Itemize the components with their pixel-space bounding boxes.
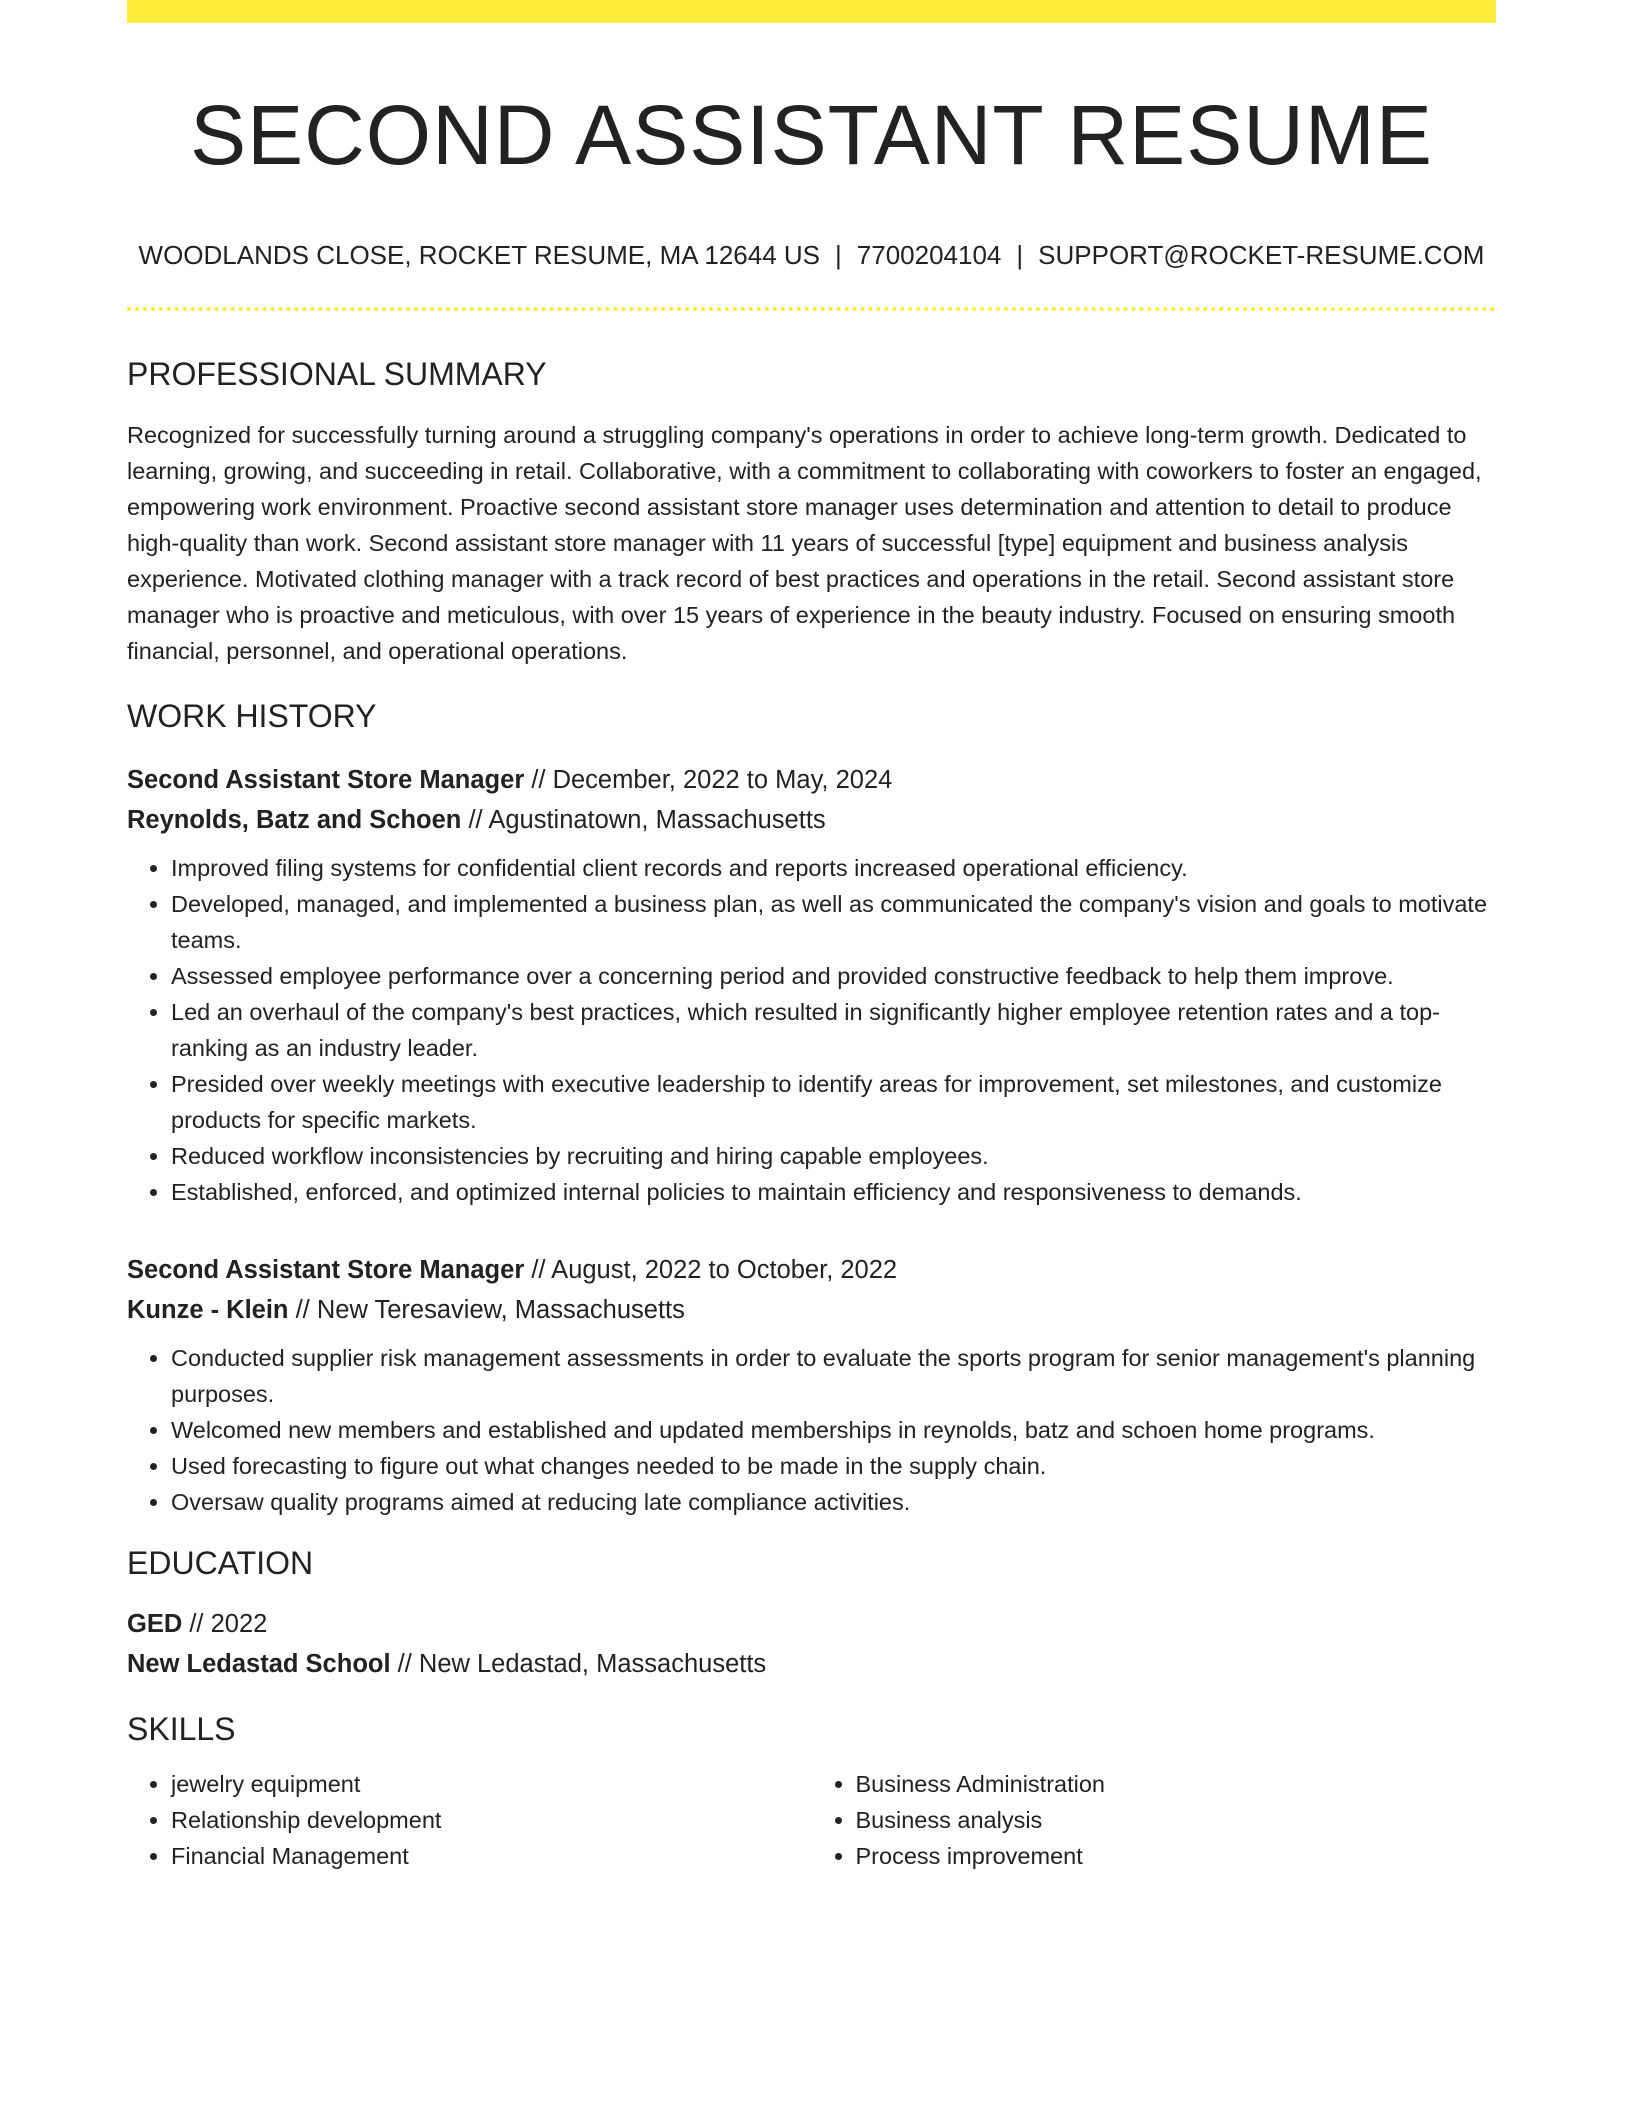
- job-title: Second Assistant Store Manager: [127, 765, 525, 794]
- education-degree: GED: [127, 1609, 183, 1638]
- contact-address: WOODLANDS CLOSE, ROCKET RESUME, MA 12644 US: [138, 239, 821, 270]
- skill-item: • Business Administration: [856, 1766, 1497, 1802]
- skill-item: • Financial Management: [171, 1838, 812, 1874]
- list-item: • Welcomed new members and established and updated memberships in reynolds, batz and schoen home programs.: [171, 1412, 1496, 1448]
- list-item: • Established, enforced, and optimized internal policies to maintain efficiency and responsiveness to demands.: [171, 1174, 1496, 1210]
- job-company: Kunze - Klein: [127, 1295, 289, 1324]
- contact-email: SUPPORT@ROCKET-RESUME.COM: [1038, 239, 1485, 270]
- job-location: // Agustinatown, Massachusetts: [461, 805, 826, 834]
- education-school-line: [127, 1644, 1496, 1684]
- list-item: • Oversaw quality programs aimed at reducing late compliance activities.: [171, 1484, 1496, 1520]
- contact-separator: |: [835, 239, 842, 270]
- skill-item: • Relationship development: [171, 1802, 812, 1838]
- skills-list-left: [127, 1766, 812, 1874]
- skill-item: • Process improvement: [856, 1838, 1497, 1874]
- skill-item: • Business analysis: [856, 1802, 1497, 1838]
- job-company: Reynolds, Batz and Schoen: [127, 805, 462, 834]
- job-company-line: [127, 1290, 1496, 1330]
- work-history-heading: WORK HISTORY: [127, 698, 377, 735]
- contact-separator: |: [1016, 239, 1024, 270]
- job-dates: // August, 2022 to October, 2022: [524, 1255, 898, 1284]
- education-entry: [127, 1604, 1496, 1684]
- summary-heading: PROFESSIONAL SUMMARY: [127, 355, 547, 392]
- job-entry: [127, 1250, 1496, 1520]
- job-bullets: [127, 1340, 1496, 1520]
- job-title-line: [127, 1250, 1496, 1290]
- job-bullets: [127, 850, 1496, 1210]
- list-item: • Presided over weekly meetings with executive leadership to identify areas for improvement, set milestones, and customize products for specific markets.: [171, 1066, 1496, 1138]
- list-item: • Led an overhaul of the company's best practices, which resulted in significantly higher employee retention rates and a top-ranking as an industry leader.: [171, 994, 1496, 1066]
- education-heading: EDUCATION: [127, 1544, 314, 1581]
- education-degree-line: [127, 1604, 1496, 1644]
- skills-heading: SKILLS: [127, 1710, 236, 1747]
- list-item: • Assessed employee performance over a concerning period and provided constructive feedback to help them improve.: [171, 958, 1496, 994]
- list-item: • Developed, managed, and implemented a business plan, as well as communicated the company's vision and goals to motivate teams.: [171, 886, 1496, 958]
- resume-title: SECOND ASSISTANT RESUME: [190, 88, 1433, 182]
- job-title: Second Assistant Store Manager: [127, 1255, 525, 1284]
- list-item: • Conducted supplier risk management assessments in order to evaluate the sports program for senior management's planning purposes.: [171, 1340, 1496, 1412]
- job-dates: // December, 2022 to May, 2024: [524, 765, 893, 794]
- skill-item: • jewelry equipment: [171, 1766, 812, 1802]
- resume-page: [127, 0, 1496, 1874]
- job-company-line: [127, 800, 1496, 840]
- education-location: // New Ledastad, Massachusetts: [390, 1649, 767, 1678]
- accent-top-bar: [127, 0, 1496, 23]
- dotted-divider: [127, 307, 1496, 311]
- list-item: • Improved filing systems for confidential client records and reports increased operational efficiency.: [171, 850, 1496, 886]
- list-item: • Reduced workflow inconsistencies by recruiting and hiring capable employees.: [171, 1138, 1496, 1174]
- education-school: New Ledastad School: [127, 1649, 391, 1678]
- job-location: // New Teresaview, Massachusetts: [288, 1295, 685, 1324]
- list-item: • Used forecasting to figure out what changes needed to be made in the supply chain.: [171, 1448, 1496, 1484]
- job-title-line: [127, 760, 1496, 800]
- skills-columns: [127, 1766, 1496, 1874]
- contact-line: [127, 240, 1496, 271]
- summary-text: Recognized for successfully turning around a struggling company's operations in order to achieve long-term growth. Dedicated to learning, growing, and succeeding in retail. Collaborative, with a commitment to collaborating with coworkers to foster an engaged, empowering work environment. Proactive second assistant store manager uses determination and attention to detail to produce high-quality than work. Second assistant store manager with 11 years of successful [type] equipment and business analysis experience. Motivated clothing manager with a track record of best practices and operations in the retail. Second assistant store manager who is proactive and meticulous, with over 15 years of experience in the beauty industry. Focused on ensuring smooth financial, personnel, and operational operations.: [127, 422, 1482, 665]
- skills-list-right: [812, 1766, 1497, 1874]
- job-entry: [127, 760, 1496, 1210]
- contact-phone: 7700204104: [856, 239, 1002, 270]
- education-year: // 2022: [182, 1609, 268, 1638]
